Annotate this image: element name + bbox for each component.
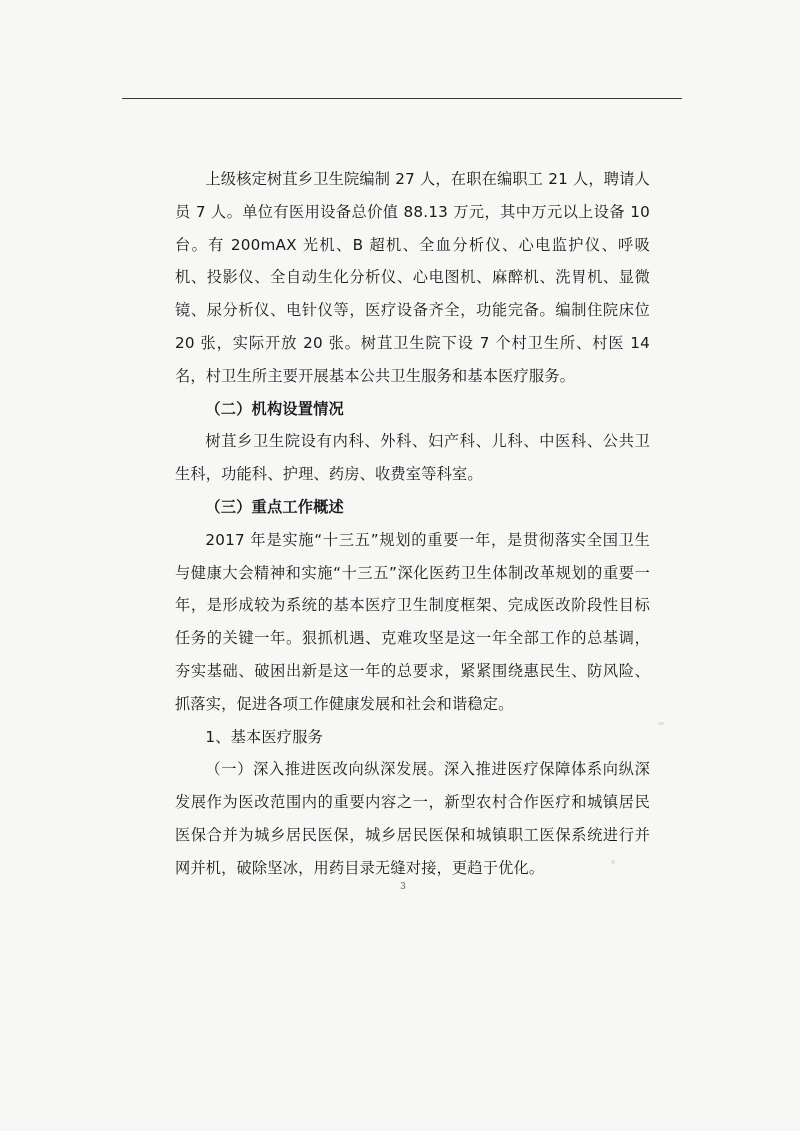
scan-smudge xyxy=(658,722,664,725)
page-number: 3 xyxy=(400,882,406,892)
subheading-basic-medical-services: 1、基本医疗服务 xyxy=(205,727,323,746)
paragraph-2017-overview: 2017 年是实施“十三五”规划的重要一年，是贯彻落实全国卫生与健康大会精神和实施“十三五”深化医药卫生体制改革规划的重要一年，是形成较为系统的基本医疗卫生制度框架、完成医改阶段性目标任务的关键一年。狠抓机遇、克难攻坚是这一年全部工作的总基调，夯实基础、破困出新是这一年的总要求，紧紧围绕惠民生、防风险、抓落实，促进各项工作健康发展和社会和谐稳定。 xyxy=(175,530,650,713)
header-rule xyxy=(122,98,682,99)
paragraph-departments: 树苴乡卫生院设有内科、外科、妇产科、儿科、中医科、公共卫生科，功能科、护理、药房、收费室等科室。 xyxy=(175,432,650,484)
heading-key-work-overview: （三）重点工作概述 xyxy=(205,497,344,516)
heading-organization-setup: （二）机构设置情况 xyxy=(205,399,344,418)
document-body xyxy=(175,163,650,885)
paragraph-staffing: 上级核定树苴乡卫生院编制 27 人，在职在编职工 21 人，聘请人员 7 人。单位有医用设备总价值 88.13 万元，其中万元以上设备 10 台。有 200mAX 光机、B 超机、全血分析仪、心电监护仪、呼吸机、投影仪、全自动生化分析仪、心电图机、麻醉机、洗胃机、显微镜、尿分析仪、电针仪等，医疗设备齐全，功能完备。编制住院床位 20 张，实际开放 20 张。树苴卫生院下设 7 个村卫生所、村医 14 名，村卫生所主要开展基本公共卫生服务和基本医疗服务。 xyxy=(175,170,650,385)
paragraph-medical-reform: （一）深入推进医改向纵深发展。深入推进医疗保障体系向纵深发展作为医改范围内的重要内容之一，新型农村合作医疗和城镇居民医保合并为城乡居民医保，城乡居民医保和城镇职工医保系统进行并网并机，破除坚冰，用药目录无缝对接，更趋于优化。 xyxy=(175,760,650,877)
scan-smudge xyxy=(611,860,615,864)
